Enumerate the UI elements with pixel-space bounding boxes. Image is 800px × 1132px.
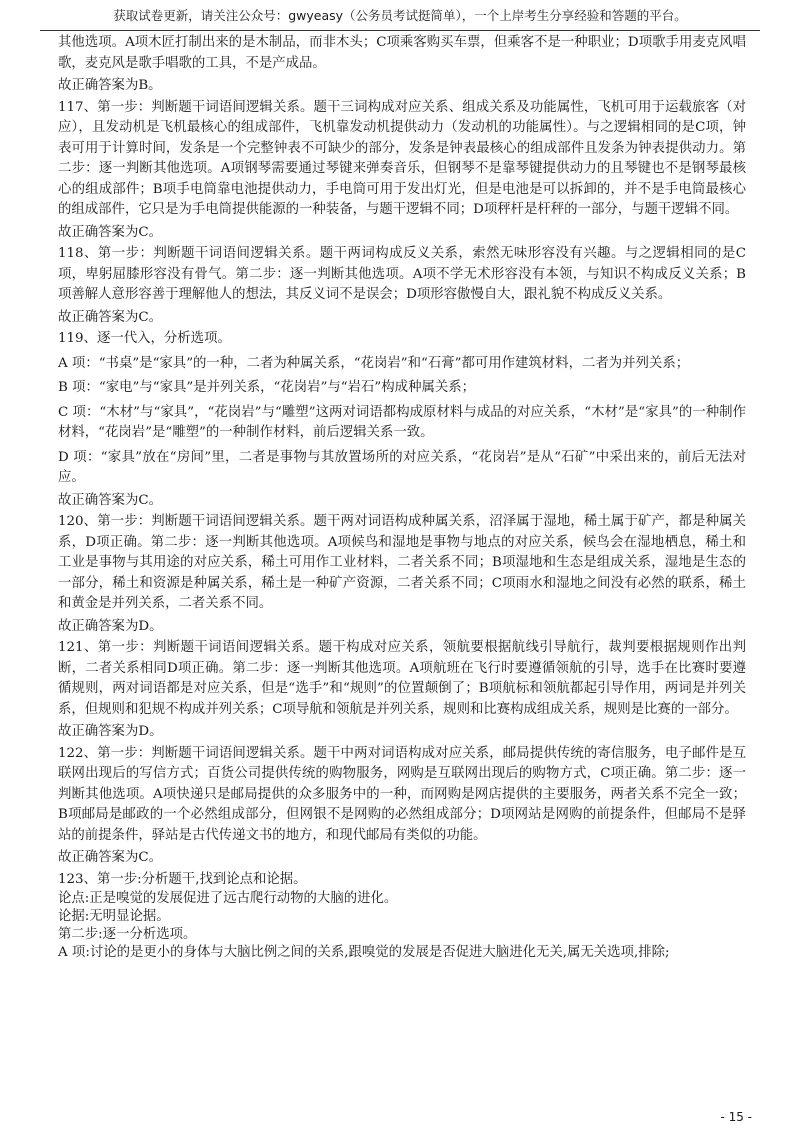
question-117-explanation: 117、第一步：判断题干词语间逻辑关系。题干三词构成对应关系、组成关系及功能属性，飞机可用于运载旅客（对应），且发动机是飞机最核心的组成部件，飞机靠发动机提供动力（发动机的功能属性）。与之逻辑相同的是C项，钟表可用于计算时间，发条是一个完整钟表不可缺少的部分，发条是钟表最核心的组成部件且发条为钟表提供动力。第二步：逐一判断其他选项。A项钢琴需要通过琴键来弹奏音乐，但钢琴不是靠琴键提供动力的且琴键也不是钢琴最核心的组成部件；B项手电筒靠电池提供动力，手电筒可用于发出灯光，但是电池是可以拆卸的，并不是手电筒最核心的组成部件，它只是为手电筒提供能源的一种装备，与题干逻辑不同；D项秤杆是杆秤的一部分，与题干逻辑不同。: [58, 99, 746, 217]
argument-evidence: 论据:无明显论据。: [58, 909, 170, 924]
header-divider: [40, 30, 760, 31]
option-analysis-d: D 项：“家具”放在“房间”里，二者是事物与其放置场所的对应关系，“花岗岩”是从“石矿”中采出来的，前后无法对应。: [58, 449, 746, 485]
option-analysis-a: A 项:讨论的是更小的身体与大脑比例之间的关系,跟嗅觉的发展是否促进大脑进化无关,属无关选项,排除;: [58, 945, 670, 960]
page-body: [58, 33, 746, 962]
question-121-explanation: 121、第一步：判断题干词语间逻辑关系。题干构成对应关系，领航要根据航线引导航行，裁判要根据规则作出判断，二者关系相同D项正确。第二步：逐一判断其他选项。A项航班在飞行时要遵循领航的引导，选手在比赛时要遵循规则，两对词语都是对应关系，但是“选手”和“规则”的位置颠倒了；B项航标和领航都起引导作用，两词是并列关系，但规则和犯规不构成并列关系；C项导航和领航是并列关系，规则和比赛构成组成关系，规则是比赛的一部分。: [58, 640, 746, 717]
answer-line: 故正确答案为C。: [58, 224, 162, 240]
argument-claim: 论点:正是嗅觉的发展促进了远古爬行动物的大脑的进化。: [58, 891, 398, 906]
page-number: - 15 -: [720, 1110, 752, 1124]
question-122-explanation: 122、第一步：判断题干词语间逻辑关系。题干中两对词语构成对应关系，邮局提供传统的寄信服务，电子邮件是互联网出现后的写信方式；百货公司提供传统的购物服务，网购是互联网出现后的购物方式，C项正确。第二步：逐一判断其他选项。A项快递只是邮局提供的众多服务中的一种，而网购是网店提供的主要服务，两者关系不完全一致；B项邮局是邮政的一个必然组成部分，但网银不是网购的必然组成部分；D项网站是网购的前提条件，但邮局不是驿站的前提条件，驿站是古代传递文书的地方，和现代邮局有类似的功能。: [58, 745, 746, 843]
option-analysis-a: A 项：“书桌”是“家具”的一种，二者为种属关系，“花岗岩”和“石膏”都可用作建筑材料，二者为并列关系；: [58, 355, 690, 371]
question-119-intro: 119、逐一代入，分析选项。: [58, 331, 231, 346]
answer-line: 故正确答案为D。: [58, 618, 163, 634]
answer-line: 故正确答案为C。: [58, 492, 162, 508]
option-analysis-b: B 项：“家电”与“家具”是并列关系，“花岗岩”与“岩石”构成种属关系；: [58, 380, 476, 395]
answer-line: 故正确答案为B。: [58, 78, 162, 93]
question-123-step-two: 第二步:逐一分析选项。: [58, 927, 197, 942]
option-analysis-c: C 项：“木材”与“家具”，“花岗岩”与“雕塑”这两对词语都构成原材料与成品的对应关系，“木材”是“家具”的一种制作材料，“花岗岩”是“雕塑”的一种制作材料，前后逻辑关系一致。: [58, 404, 746, 440]
paragraph: 其他选项。A项木匠打制出来的是木制品，而非木头；C项乘客购买车票，但乘客不是一种职业；D项歌手用麦克风唱歌，麦克风是歌手唱歌的工具，不是产成品。: [58, 35, 746, 71]
answer-line: 故正确答案为C。: [58, 850, 162, 865]
question-120-explanation: 120、第一步：判断题干词语间逻辑关系。题干两对词语构成种属关系，沼泽属于湿地，稀土属于矿产，都是种属关系，D项正确。第二步：逐一判断其他选项。A项候鸟和湿地是事物与地点的对应关系，候鸟会在湿地栖息，稀土和工业是事物与其用途的对应关系，稀土可用作工业材料，二者关系不同；B项湿地和生态是组成关系，湿地是生态的一部分，稀土和资源是种属关系，稀土是一种矿产资源，二者关系不同；C项雨水和湿地之间没有必然的联系，稀土和黄金是并列关系，二者关系不同。: [58, 514, 746, 611]
question-118-explanation: 118、第一步：判断题干词语间逻辑关系。题干两词构成反义关系，索然无味形容没有兴趣。与之逻辑相同的是C项，卑躬屈膝形容没有骨气。第二步：逐一判断其他选项。A项不学无术形容没有本领，与知识不构成反义关系；B项善解人意形容善于理解他人的想法，其反义词不是误会；D项形容傲慢自大，跟礼貌不构成反义关系。: [58, 246, 746, 302]
answer-line: 故正确答案为C。: [58, 309, 162, 325]
answer-line: 故正确答案为D。: [58, 724, 163, 739]
question-123-step-one: 123、第一步:分析题干,找到论点和论据。: [58, 871, 307, 887]
page-header: 获取试卷更新，请关注公众号：gwyeasy（公务员考试挺简单），一个上岸考生分享经验和答题的平台。: [113, 8, 687, 23]
